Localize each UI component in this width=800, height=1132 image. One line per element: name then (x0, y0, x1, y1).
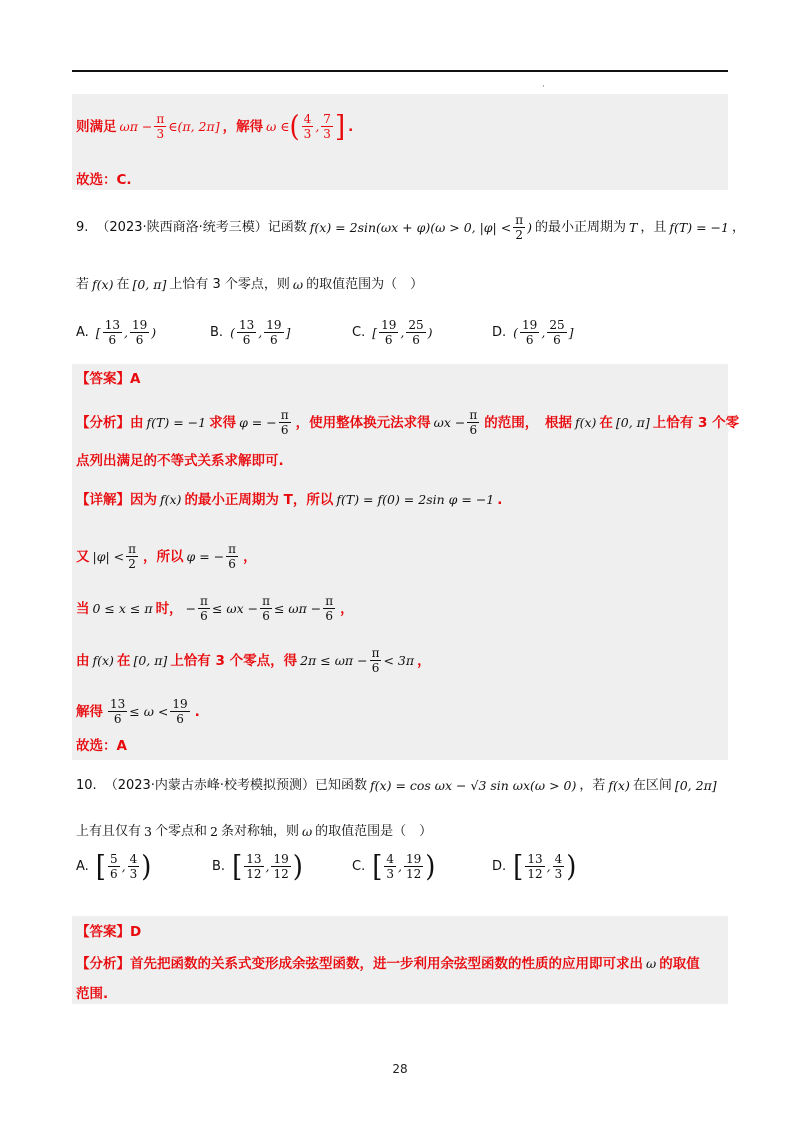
question-10-line-1: 10. （2023·内蒙古赤峰·校考模拟预测）已知函数 f(x) = cos ωx − √3 sin ωx(ω > 0) ，若 f(x) 在区间 [0, 2π] (76, 776, 720, 796)
header-mark: · (542, 82, 545, 92)
header-rule (72, 70, 728, 72)
option-c[interactable]: C. [ $\frac{4}{3}$ , $\frac{19}{12}$ ) (352, 850, 436, 883)
option-b[interactable]: B. [ $\frac{13}{12}$ , $\frac{19}{12}$ ) (212, 850, 303, 883)
analysis-9-line-2: 点列出满足的不等式关系求解即可. (76, 453, 284, 469)
math-expression: f(x) = cos ωx − √3 sin ωx(ω > 0) (370, 778, 577, 793)
question-9-line-2: 若 f(x) 在 [0, π] 上恰有 3 个零点，则 ω 的取值范围为（ ） (76, 277, 424, 292)
page-number: 28 (392, 1062, 408, 1076)
question-10-line-2: 上有且仅有 3 个零点和 2 条对称轴，则 ω 的取值范围是（ ） (76, 824, 433, 839)
analysis-9-line-1: 【分析】由 f(T) = −1 求得 φ = − $\frac{\pi}{6}$ ，使用整体换元法求得 ωx − $\frac{\pi}{6}$ 的范围， 根据 f(x) 在 [0, π] 上恰有 3 个零 (76, 408, 740, 437)
option-d[interactable]: D. [ $\frac{13}{12}$ , $\frac{4}{3}$ ) (492, 850, 577, 883)
detail-9-line-4: 由 f(x) 在 [0, π] 上恰有 3 个零点，得 2π ≤ ωπ − $\frac{\pi}{6}$ < 3π ， (76, 646, 431, 675)
detail-9-line-3: 当 0 ≤ x ≤ π 时， − $\frac{\pi}{6}$ ≤ ωx − $\frac{\pi}{6}$ ≤ ωπ − $\frac{\pi}{6}$ ， (76, 594, 354, 623)
option-c[interactable]: C. [ $\frac{19}{6}$ , $\frac{25}{6}$ ) (352, 318, 433, 347)
option-a[interactable]: A. [ $\frac{5}{6}$ , $\frac{4}{3}$ ) (76, 850, 152, 883)
option-d[interactable]: D. ( $\frac{19}{6}$ , $\frac{25}{6}$ ] (492, 318, 574, 347)
solution-choice: 故选：C. (76, 172, 132, 188)
math-expression: f(T) = −1 (669, 219, 729, 235)
question-number: 9. (76, 219, 89, 235)
math-expression: ω ∈ ( $\frac{4}{3}$ , $\frac{7}{3}$ ] (266, 110, 346, 143)
analysis-10-line-1: 【分析】首先把函数的关系式变形成余弦型函数，进一步利用余弦型函数的性质的应用即可求出 ω 的取值 (76, 956, 700, 972)
question-9-line-1: 9. （2023·陕西商洛·统考三模）记函数 f(x) = 2sin(ωx + φ)(ω > 0, |φ| < $\frac{\pi}{2}$ ) 的最小正周期为 T ，且 f(T) = −1 ， (76, 213, 745, 242)
detail-9-line-2: 又 |φ| < $\frac{\pi}{2}$ ，所以 φ = − $\frac{\pi}{6}$ ， (76, 542, 257, 571)
detail-9-line-1: 【详解】因为 f(x) 的最小正周期为 T，所以 f(T) = f(0) = 2sin φ = −1 . (76, 492, 503, 508)
solution-block-previous (72, 94, 728, 190)
answer-9: 【答案】A (76, 371, 141, 387)
question-number: 10. (76, 778, 97, 793)
detail-9-line-5: 解得 $\frac{13}{6}$ ≤ ω < $\frac{19}{6}$ . (76, 697, 200, 726)
math-expression: f(x) = 2sin(ωx + φ)(ω > 0, |φ| < $\frac{\pi}{2}$ ) (309, 213, 532, 242)
solution-line-condition: 则满足 ωπ − $\frac{\pi}{3}$ ∈(π, 2π] ，解得 ω ∈ ( $\frac{4}{3}$ , $\frac{7}{3}$ ] . (76, 110, 354, 143)
option-b[interactable]: B. ( $\frac{13}{6}$ , $\frac{19}{6}$ ] (210, 318, 291, 347)
answer-10: 【答案】D (76, 924, 142, 940)
analysis-10-line-2: 范围. (76, 986, 109, 1002)
choice-9: 故选：A (76, 738, 127, 754)
option-a[interactable]: A. [ $\frac{13}{6}$ , $\frac{19}{6}$ ) (76, 318, 157, 347)
math-expression: ωπ − $\frac{\pi}{3}$ ∈(π, 2π] (119, 112, 220, 141)
